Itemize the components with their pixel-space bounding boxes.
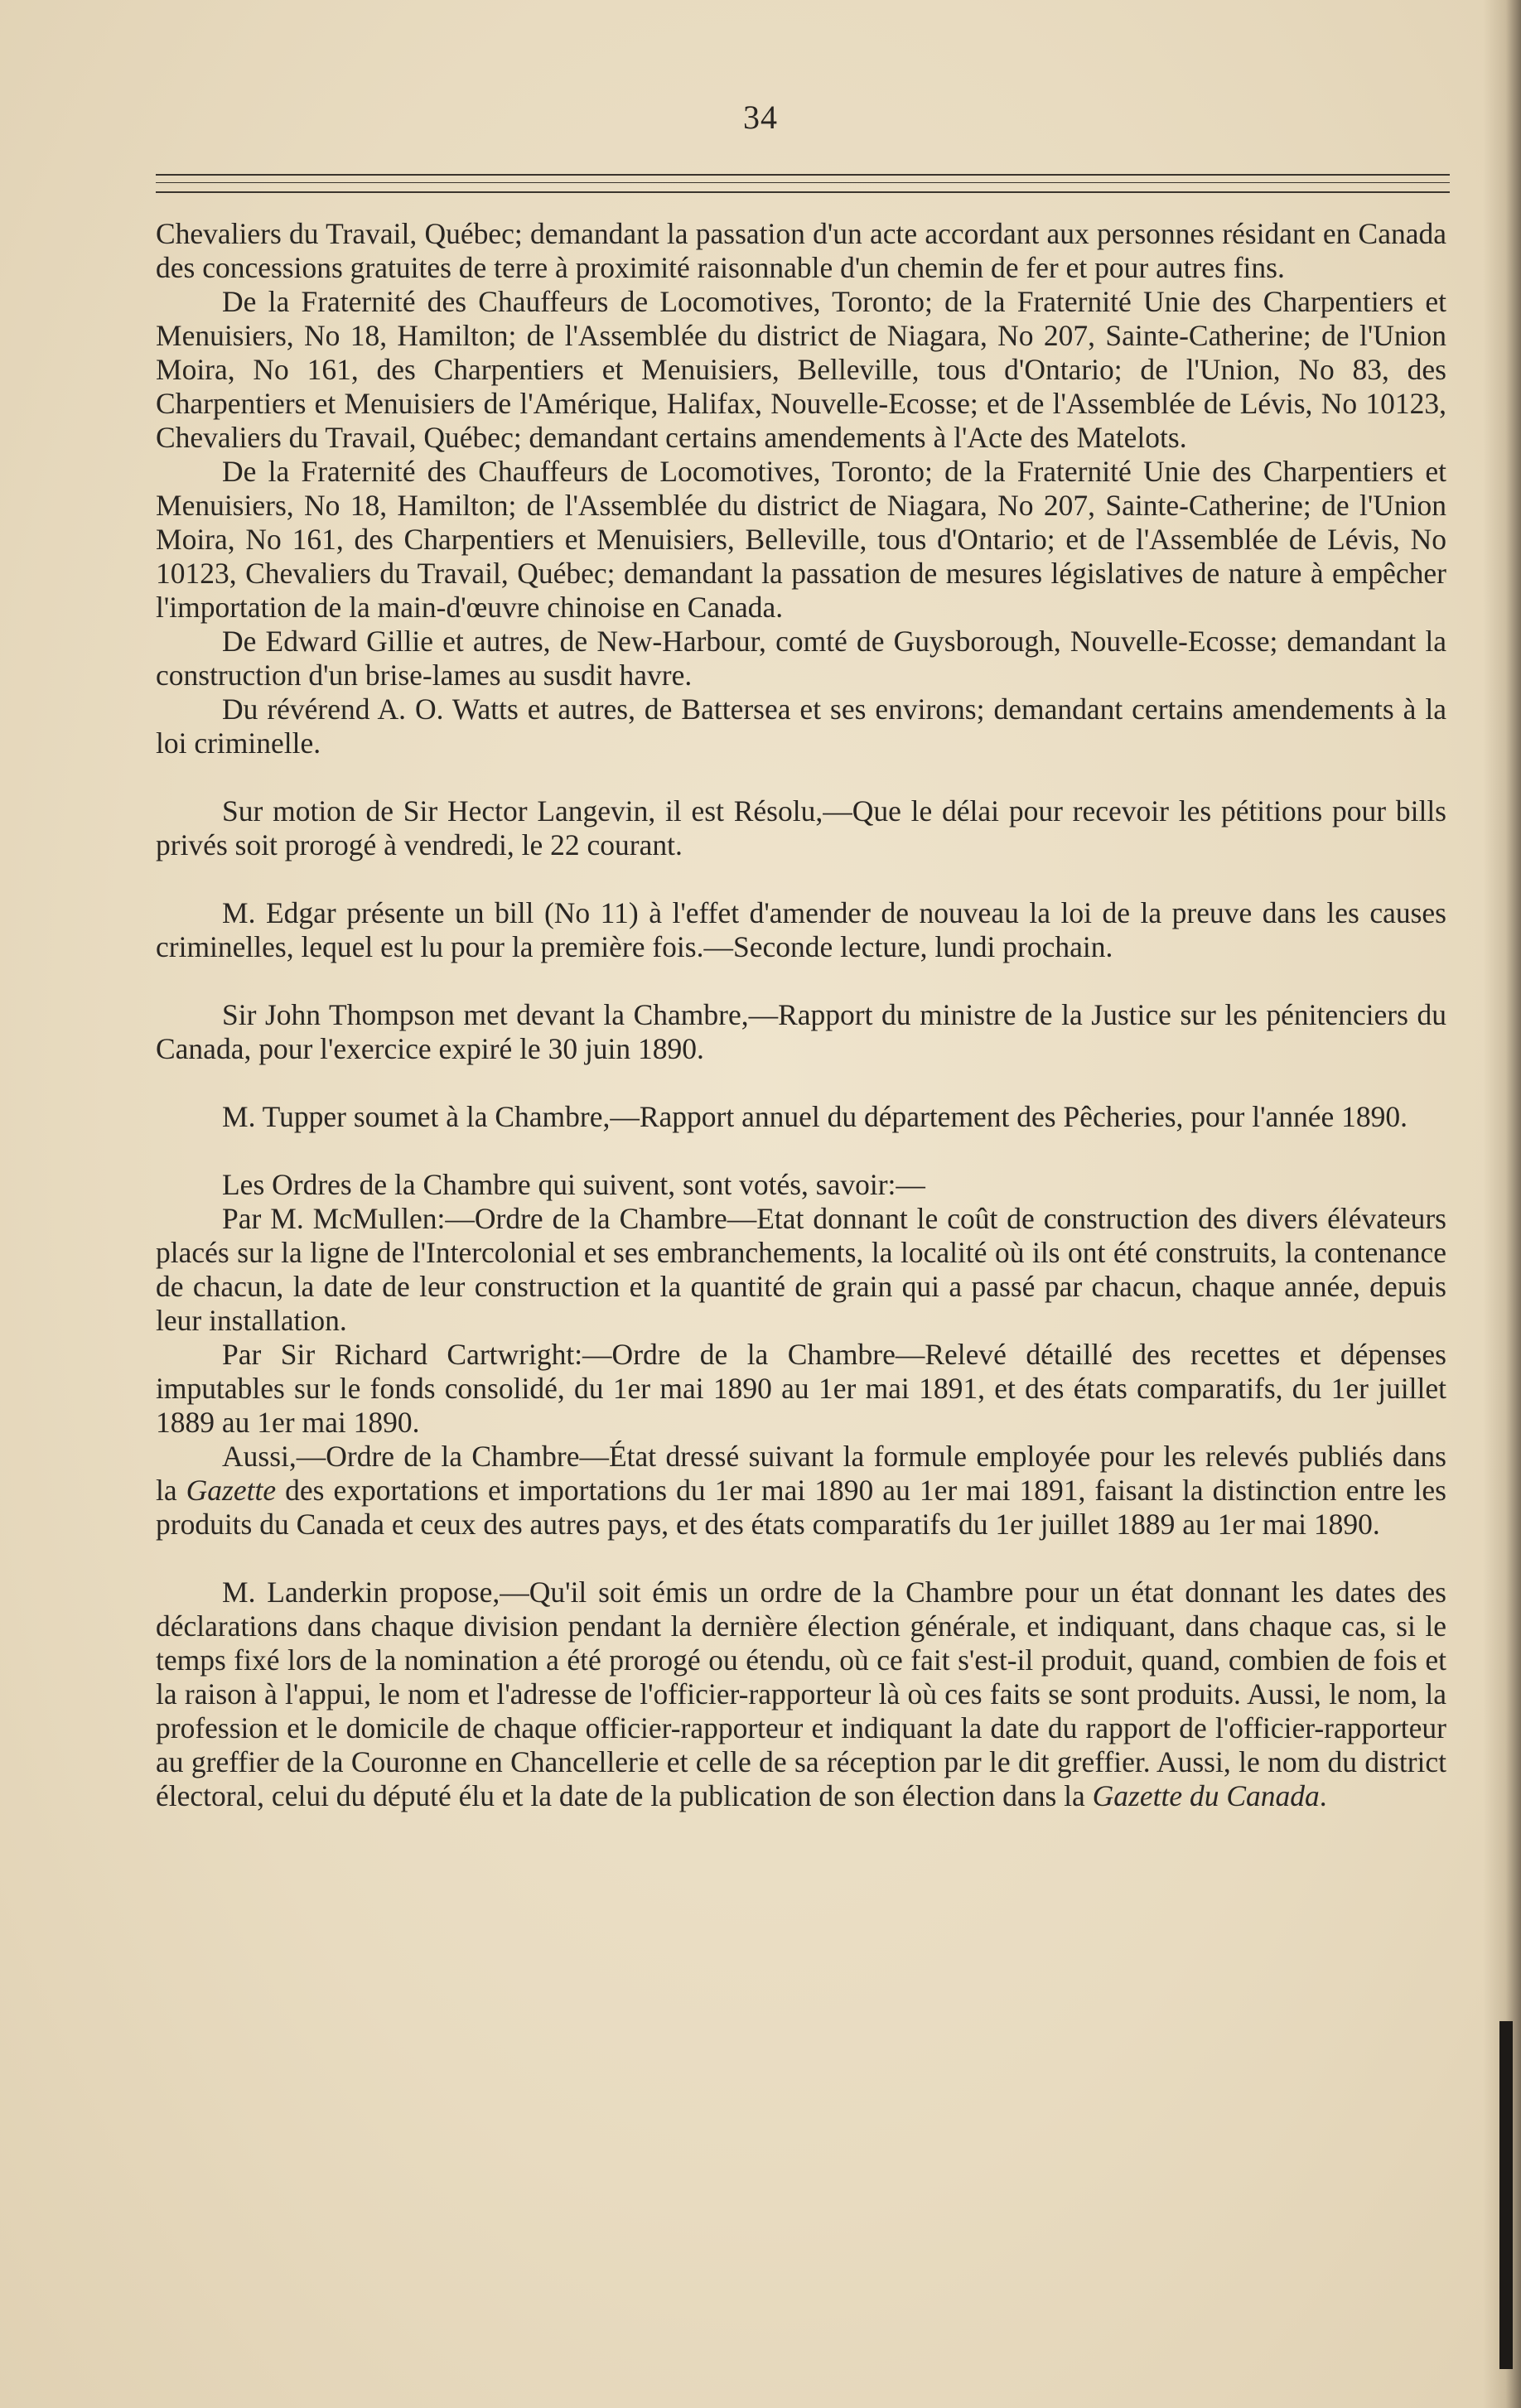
header-rule [156, 191, 1450, 193]
paragraph-motion-langevin: Sur motion de Sir Hector Langevin, il est Résolu,—Que le délai pour recevoir les pétitions pour bills privés soit prorogé à vendredi, le 22 courant. [156, 794, 1446, 861]
paragraph-orders-voted: Les Ordres de la Chambre qui suivent, sont votés, savoir:— [222, 1168, 925, 1201]
paragraph-order-mcmullen: Par M. McMullen:—Ordre de la Chambre—Etat donnant le coût de construction des divers élévateurs placés sur la ligne de l'Intercolonial et ses embranchements, la localité où ils ont été construits, la contenance de chacun, la date de leur construction et la quantité de grain qui a passé par chacun, chaque année, depuis leur installation. [156, 1202, 1446, 1337]
order-gazette-text-end: des exportations et importations du 1er mai 1890 au 1er mai 1891, faisant la distinction entre les produits du Canada et ceux des autres pays, et des états comparatifs du 1er juillet 1889 au 1er mai 1890. [156, 1474, 1446, 1541]
paragraph-order-gazette [156, 1440, 1446, 1542]
paragraph-report-tupper: M. Tupper soumet à la Chambre,—Rapport annuel du département des Pêcheries, pour l'année 1890. [222, 1100, 1408, 1133]
paragraph-motion-landerkin [156, 1576, 1446, 1813]
paragraph-petition-criminal-law: Du révérend A. O. Watts et autres, de Battersea et ses environs; demandant certains amendements à la loi criminelle. [156, 692, 1446, 760]
paragraph-order-cartwright: Par Sir Richard Cartwright:—Ordre de la Chambre—Relevé détaillé des recettes et dépenses imputables sur le fonds consolidé, du 1er mai 1890 au 1er mai 1891, et des états comparatifs, du 1er juillet 1889 au 1er mai 1890. [156, 1338, 1446, 1439]
motion-landerkin-end: . [1319, 1779, 1327, 1812]
binding-edge-mark [1499, 2021, 1513, 2369]
paragraph-report-thompson: Sir John Thompson met devant la Chambre,—Rapport du ministre de la Justice sur les pénitenciers du Canada, pour l'exercice expiré le 30 juin 1890. [156, 998, 1446, 1065]
paragraph-petition-chinese-labour: De la Fraternité des Chauffeurs de Locomotives, Toronto; de la Fraternité Unie des Charpentiers et Menuisiers, No 18, Hamilton; de l'Assemblée du district de Niagara, No 207, Sainte-Catherine; de l'Union Moira, No 161, des Charpentiers et Menuisiers, Belleville, tous d'Ontario; et de l'Assemblée de Lévis, No 10123, Chevaliers du Travail, Québec; demandant la passation de mesures législatives de nature à empêcher l'importation de la main-d'œuvre chinoise en Canada. [156, 455, 1446, 624]
paragraph-petition-seamen-act: De la Fraternité des Chauffeurs de Locomotives, Toronto; de la Fraternité Unie des Charpentiers et Menuisiers, No 18, Hamilton; de l'Assemblée du district de Niagara, No 207, Sainte-Catherine; de l'Union Moira, No 161, des Charpentiers et Menuisiers, Belleville, tous d'Ontario; de l'Union, No 83, des Charpentiers et Menuisiers de l'Amérique, Halifax, Nouvelle-Ecosse; et de l'Assemblée de Lévis, No 10123, Chevaliers du Travail, Québec; demandant certains amendements à l'Acte des Matelots. [156, 285, 1446, 454]
gazette-title: Gazette [186, 1474, 277, 1507]
header-rule [156, 182, 1450, 183]
order-gazette-text: Aussi,—Ordre de la Chambre—État dressé suivant la formule employée pour les relevés publiés dans la [156, 1440, 1446, 1507]
paragraph-bill-edgar: M. Edgar présente un bill (No 11) à l'effet d'amender de nouveau la loi de la preuve dans les causes criminelles, lequel est lu pour la première fois.—Seconde lecture, lundi prochain. [156, 896, 1446, 963]
motion-landerkin-text: M. Landerkin propose,—Qu'il soit émis un ordre de la Chambre pour un état donnant les dates des déclarations dans chaque division pendant la dernière élection générale, et indiquant, dans chaque cas, si le temps fixé lors de la nomination a été prorogé ou étendu, où ce fait s'est-il produit, quand, combien de fois et la raison à l'appui, le nom et l'adresse de l'officier-rapporteur là où ces faits se sont produits. Aussi, le nom, la profession et le domicile de chaque officier-rapporteur et indiquant la date du rapport de l'officier-rapporteur au greffier de la Couronne en Chancellerie et celle de sa réception par le dit greffier. Aussi, le nom du district électoral, celui du député élu et la date de la publication de son élection dans la [156, 1576, 1446, 1812]
header-rule [156, 174, 1450, 176]
gazette-du-canada-title: Gazette du Canada [1092, 1779, 1320, 1812]
paragraph-petition-breakwater: De Edward Gillie et autres, de New-Harbour, comté de Guysborough, Nouvelle-Ecosse; demandant la construction d'un brise-lames au susdit havre. [156, 625, 1446, 692]
body-text [156, 217, 1446, 1813]
paragraph-petition-knights-of-labour: Chevaliers du Travail, Québec; demandant la passation d'un acte accordant aux personnes résidant en Canada des concessions gratuites de terre à proximité raisonnable d'un chemin de fer et pour autres fins. [156, 217, 1446, 284]
page-number: 34 [743, 99, 778, 136]
